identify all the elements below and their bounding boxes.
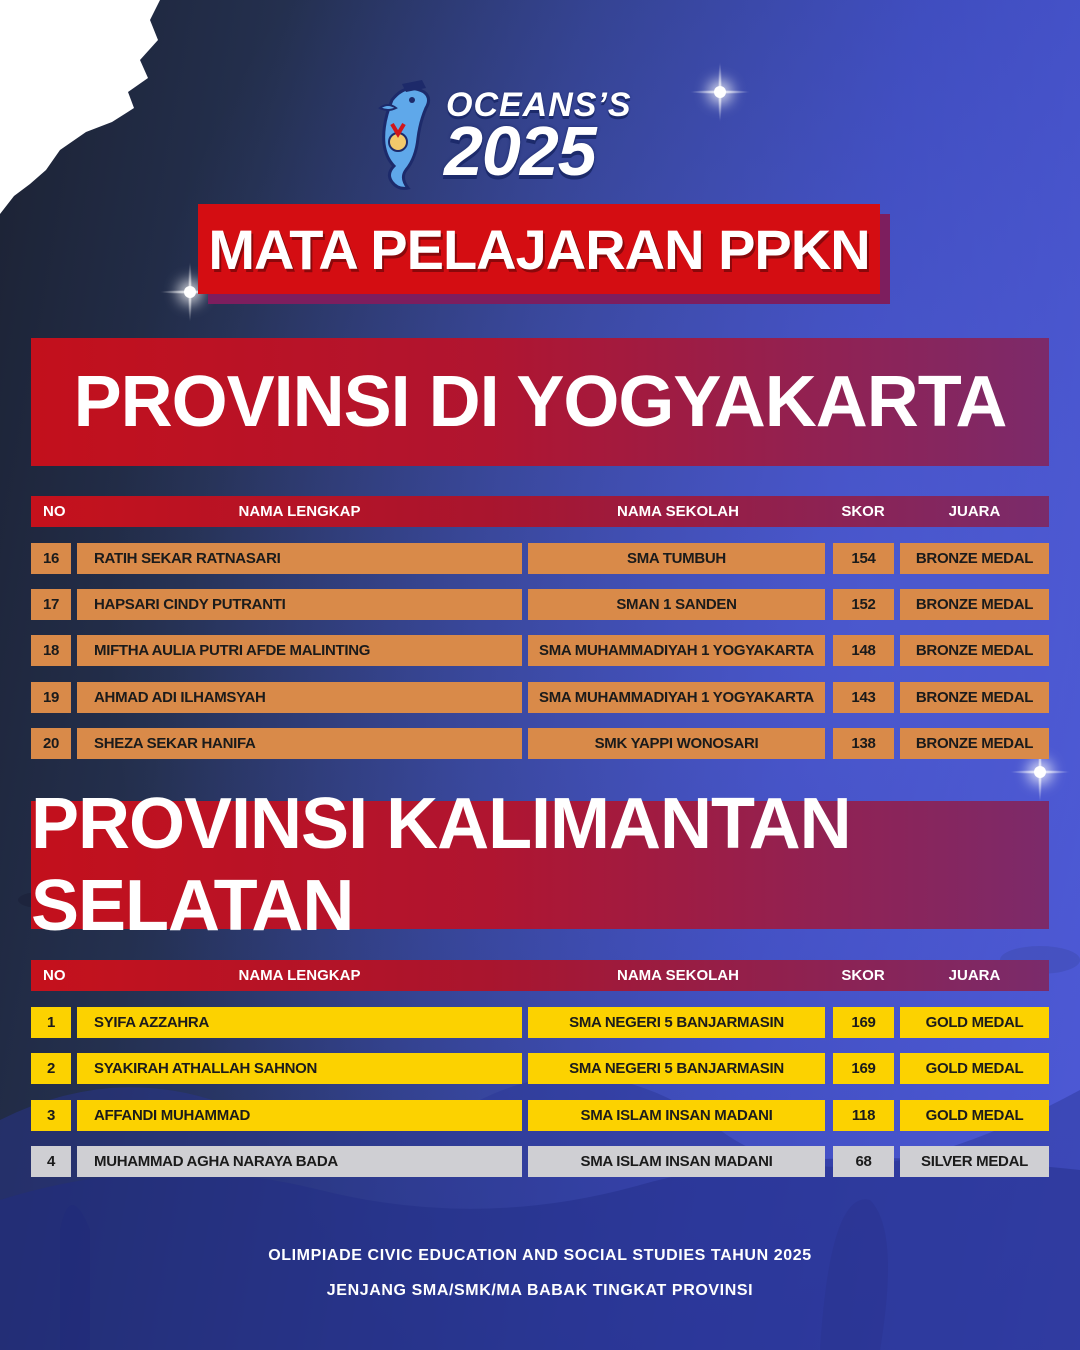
column-header-score: SKOR — [841, 503, 885, 520]
province-banner — [31, 784, 1049, 946]
cell-school: SMA TUMBUH — [528, 543, 825, 574]
table-row — [31, 543, 1049, 574]
table-row — [31, 589, 1049, 620]
column-header-score: SKOR — [841, 967, 885, 984]
table-header — [31, 496, 1049, 527]
cell-no: 2 — [31, 1053, 71, 1084]
cell-no: 1 — [31, 1007, 71, 1038]
cell-score: 148 — [833, 635, 894, 666]
cell-no: 3 — [31, 1100, 71, 1131]
cell-no: 16 — [31, 543, 71, 574]
cell-award: GOLD MEDAL — [900, 1053, 1049, 1084]
cell-school: SMA NEGERI 5 BANJARMASIN — [528, 1007, 825, 1038]
cell-name: RATIH SEKAR RATNASARI — [77, 543, 522, 574]
cell-school: SMAN 1 SANDEN — [528, 589, 825, 620]
cell-name: MIFTHA AULIA PUTRI AFDE MALINTING — [77, 635, 522, 666]
column-header-name: NAMA LENGKAP — [238, 503, 361, 520]
cell-award: BRONZE MEDAL — [900, 543, 1049, 574]
cell-school: SMA MUHAMMADIYAH 1 YOGYAKARTA — [528, 635, 825, 666]
cell-score: 152 — [833, 589, 894, 620]
column-header-name: NAMA LENGKAP — [238, 967, 361, 984]
table-row — [31, 1053, 1049, 1084]
footer-event-name: OLIMPIADE CIVIC EDUCATION AND SOCIAL STUDIES TAHUN 2025 — [268, 1247, 812, 1264]
cell-award: GOLD MEDAL — [900, 1100, 1049, 1131]
cell-school: SMA ISLAM INSAN MADANI — [528, 1146, 825, 1177]
cell-name: AHMAD ADI ILHAMSYAH — [77, 682, 522, 713]
cell-no: 19 — [31, 682, 71, 713]
event-logo — [372, 78, 722, 196]
cell-score: 169 — [833, 1007, 894, 1038]
cell-score: 154 — [833, 543, 894, 574]
cell-name: SYAKIRAH ATHALLAH SAHNON — [77, 1053, 522, 1084]
column-header-school: NAMA SEKOLAH — [617, 503, 739, 520]
province-banner — [31, 338, 1049, 466]
cell-award: SILVER MEDAL — [900, 1146, 1049, 1177]
column-header-no: NO — [43, 503, 66, 520]
subject-title: MATA PELAJARAN PPKN — [208, 217, 870, 281]
table-row — [31, 635, 1049, 666]
cell-score: 138 — [833, 728, 894, 759]
cell-name: SHEZA SEKAR HANIFA — [77, 728, 522, 759]
table-row — [31, 1007, 1049, 1038]
cell-no: 17 — [31, 589, 71, 620]
cell-score: 169 — [833, 1053, 894, 1084]
cell-name: MUHAMMAD AGHA NARAYA BADA — [77, 1146, 522, 1177]
province-title: PROVINSI KALIMANTAN SELATAN — [31, 784, 851, 946]
column-header-award: JUARA — [948, 967, 1001, 984]
cell-award: BRONZE MEDAL — [900, 635, 1049, 666]
sparkle-icon — [690, 62, 750, 122]
cell-award: BRONZE MEDAL — [900, 728, 1049, 759]
table-row — [31, 1100, 1049, 1131]
cell-score: 143 — [833, 682, 894, 713]
column-header-school: NAMA SEKOLAH — [617, 967, 739, 984]
cell-name: AFFANDI MUHAMMAD — [77, 1100, 522, 1131]
cell-score: 118 — [833, 1100, 894, 1131]
cell-name: HAPSARI CINDY PUTRANTI — [77, 589, 522, 620]
column-header-award: JUARA — [948, 503, 1001, 520]
cell-name: SYIFA AZZAHRA — [77, 1007, 522, 1038]
dolphin-mascot-icon — [372, 78, 442, 196]
province-title: PROVINSI DI YOGYAKARTA — [73, 362, 1007, 442]
brand-name: OCEANS’S — [446, 86, 632, 124]
cell-no: 20 — [31, 728, 71, 759]
cell-school: SMA MUHAMMADIYAH 1 YOGYAKARTA — [528, 682, 825, 713]
column-header-no: NO — [43, 967, 66, 984]
brand-year: 2025 — [444, 112, 596, 190]
cell-award: GOLD MEDAL — [900, 1007, 1049, 1038]
cell-award: BRONZE MEDAL — [900, 589, 1049, 620]
cell-no: 4 — [31, 1146, 71, 1177]
subject-banner — [198, 204, 880, 294]
cell-no: 18 — [31, 635, 71, 666]
cell-award: BRONZE MEDAL — [900, 682, 1049, 713]
footer-event-level: JENJANG SMA/SMK/MA BABAK TINGKAT PROVINSI — [326, 1282, 754, 1299]
table-row — [31, 1146, 1049, 1177]
cell-school: SMA ISLAM INSAN MADANI — [528, 1100, 825, 1131]
table-row — [31, 728, 1049, 759]
cell-score: 68 — [833, 1146, 894, 1177]
table-row — [31, 682, 1049, 713]
table-header — [31, 960, 1049, 991]
cell-school: SMK YAPPI WONOSARI — [528, 728, 825, 759]
cell-school: SMA NEGERI 5 BANJARMASIN — [528, 1053, 825, 1084]
